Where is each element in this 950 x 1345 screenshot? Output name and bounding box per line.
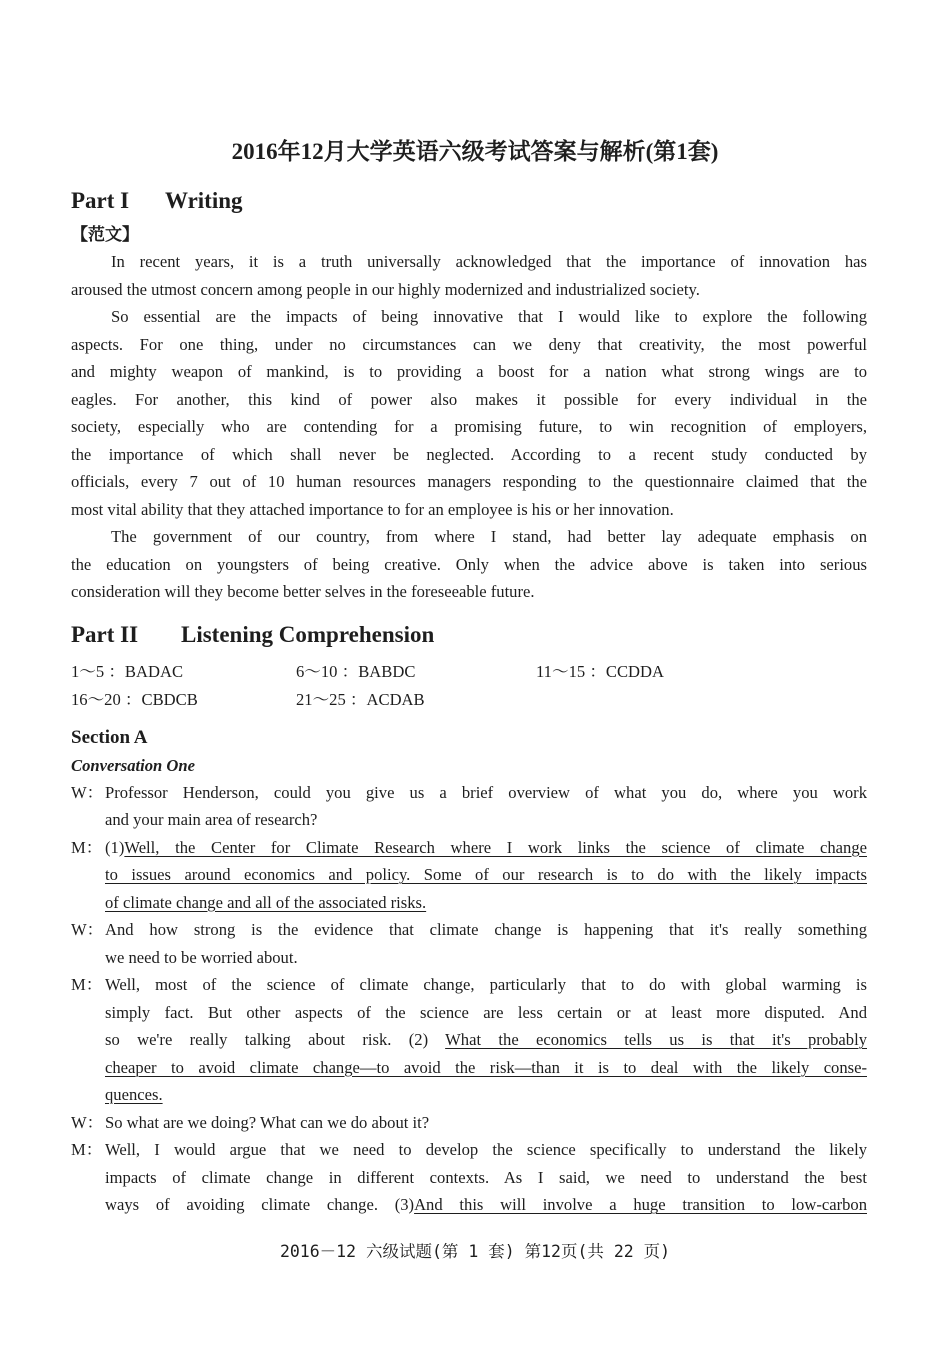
dialogue-turn: [71, 971, 867, 1109]
text-line: consideration will they become better selves in the foreseeable future.: [71, 582, 535, 601]
underlined-answer-text: of climate change and all of the associated risks.: [105, 892, 427, 912]
dialogue-text: [105, 971, 867, 1109]
text-segment: Well, most of the science of climate change, particularly that to do with global warming is: [105, 975, 867, 994]
section-heading: Section A: [71, 726, 148, 748]
underlined-answer-text: What the economics tells us is that it's probably: [445, 1030, 867, 1049]
text-line: [105, 1054, 867, 1082]
text-line: [105, 779, 867, 807]
part-number: Part I: [71, 188, 130, 213]
underlined-answer-text: cheaper to avoid climate change—to avoid the risk—than it is to deal with the likely conse-: [105, 1057, 867, 1077]
text-segment: (1): [105, 837, 125, 857]
text-line: [105, 1081, 867, 1109]
answer-group: 6～10 ：BABDC: [296, 661, 416, 681]
dialogue-turn: [71, 916, 867, 971]
text-segment: impacts of climate change in different contexts. As I said, we need to understand the best: [105, 1167, 867, 1187]
text-line: eagles. For another, this kind of power also makes it possible for every individual in the: [71, 389, 867, 409]
sample-essay: [71, 248, 867, 606]
text-line: the education on youngsters of being creative. Only when the advice above is taken into serious: [71, 554, 867, 574]
text-segment: So what are we doing? What can we do about it?: [105, 1112, 430, 1132]
part-name: Listening Comprehension: [181, 621, 435, 647]
speaker-label: W：: [71, 920, 104, 939]
text-segment: and your main area of research?: [105, 810, 318, 829]
text-line: [105, 889, 867, 917]
dialogue-turn: [71, 1136, 867, 1219]
part-number: Part II: [71, 621, 139, 647]
text-line: the importance of which shall never be neglected. According to a recent study conducted by: [71, 444, 867, 464]
text-segment: we need to be worried about.: [105, 947, 298, 967]
text-line: So essential are the impacts of being innovative that I would like to explore the following: [111, 307, 867, 326]
text-line: aroused the utmost concern among people in our highly modernized and industrialized society.: [71, 279, 700, 299]
conversation-heading: Conversation One: [71, 755, 196, 775]
answer-group: 1～5 ：BADAC: [71, 661, 184, 681]
text-line: [105, 944, 867, 972]
answer-key: [71, 658, 867, 714]
dialogue-text: [105, 779, 867, 834]
answer-group: 11～15 ：CCDDA: [536, 661, 664, 681]
essay-paragraph: [71, 303, 867, 523]
dialogue-text: [105, 1136, 867, 1219]
answer-group: 16～20 ：CBDCB: [71, 689, 198, 709]
underlined-answer-text: quences.: [105, 1085, 163, 1104]
text-line: [105, 806, 867, 834]
underlined-answer-text: Well, the Center for Climate Research where I work links the science of climate change: [124, 837, 867, 857]
dialogue-text: [105, 834, 867, 917]
text-line: [105, 1191, 867, 1219]
page-footer: 2016－12 六级试题(第 1 套) 第12页(共 22 页): [279, 1242, 671, 1261]
underlined-answer-text: And this will involve a huge transition to low-carbon: [414, 1195, 867, 1214]
dialogue-turn: [71, 1109, 867, 1137]
speaker-label: W：: [71, 782, 104, 802]
text-line: [105, 999, 867, 1027]
part-name: Writing: [165, 188, 243, 213]
text-line: [105, 861, 867, 889]
text-line: and mighty weapon of mankind, is to providing a boost for a nation what strong wings are to: [71, 362, 867, 381]
text-line: The government of our country, from where I stand, had better lay adequate emphasis on: [111, 527, 867, 546]
text-line: In recent years, it is a truth universally acknowledged that the importance of innovation has: [111, 252, 867, 271]
document-page: [71, 132, 867, 1219]
part2-heading: [71, 618, 867, 652]
text-line: [105, 916, 867, 944]
text-segment: ways of avoiding climate change. (3): [105, 1195, 415, 1214]
text-line: [105, 1136, 867, 1164]
text-line: society, especially who are contending for a promising future, to win recognition of employers,: [71, 417, 867, 436]
essay-paragraph: [71, 248, 867, 303]
speaker-label: M：: [71, 1140, 103, 1159]
underlined-answer-text: to issues around economics and policy. Some of our research is to do with the likely impacts: [105, 865, 867, 884]
conversation-transcript: [71, 779, 867, 1219]
text-line: [105, 834, 867, 862]
dialogue-text: [105, 1109, 867, 1137]
text-line: [105, 971, 867, 999]
text-segment: so we're really talking about risk. (2): [105, 1030, 446, 1049]
answer-group: 21～25 ：ACDAB: [296, 689, 425, 709]
text-line: most vital ability that they attached importance to for an employee is his or her innovation.: [71, 499, 674, 519]
text-line: [105, 1026, 867, 1054]
part1-heading: [71, 184, 867, 218]
sample-essay-label: 【范文】: [71, 225, 139, 244]
dialogue-turn: [71, 779, 867, 834]
dialogue-text: [105, 916, 867, 971]
dialogue-turn: [71, 834, 867, 917]
essay-paragraph: [71, 523, 867, 606]
text-segment: Well, I would argue that we need to develop the science specifically to understand the likely: [105, 1140, 867, 1159]
text-segment: And how strong is the evidence that climate change is happening that it's really something: [105, 920, 867, 939]
text-line: officials, every 7 out of 10 human resources managers responding to the questionnaire claimed that the: [71, 472, 867, 491]
text-segment: Professor Henderson, could you give us a brief overview of what you do, where you work: [105, 782, 867, 802]
text-segment: simply fact. But other aspects of the science are less certain or at least more disputed. And: [105, 1002, 867, 1022]
text-line: [105, 1164, 867, 1192]
speaker-label: M：: [71, 975, 103, 994]
speaker-label: M：: [71, 837, 103, 857]
text-line: [105, 1109, 867, 1137]
speaker-label: W：: [71, 1112, 104, 1132]
document-title: 2016年12月大学英语六级考试答案与解析(第1套): [231, 139, 719, 164]
text-line: aspects. For one thing, under no circumstances can we deny that creativity, the most powerful: [71, 334, 867, 354]
